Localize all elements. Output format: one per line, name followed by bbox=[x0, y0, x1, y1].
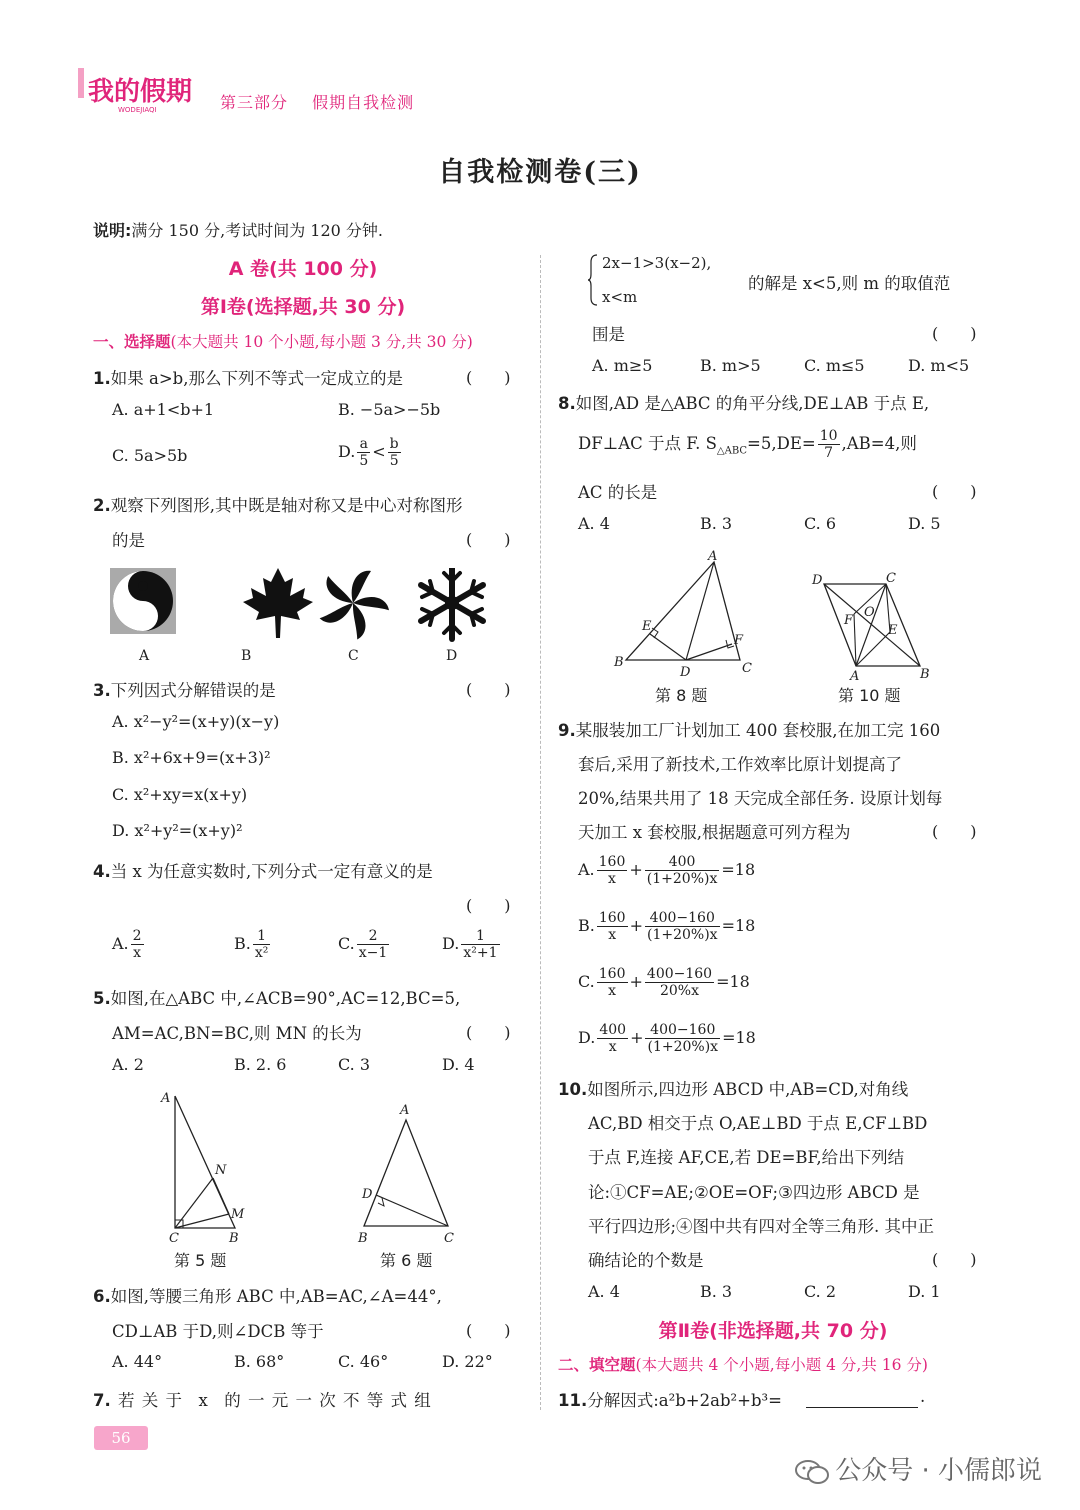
fig6-label-a: A bbox=[400, 1103, 410, 1118]
fig10-label-a: A bbox=[850, 669, 860, 683]
q9-option-d: D. $\frac{400}{x}$ + $\frac{400-160}{(1+20\%)x}$ =18 bbox=[578, 1022, 756, 1056]
q10-option-c: C. 2 bbox=[804, 1282, 837, 1301]
q6-answer-paren: ( ) bbox=[466, 1321, 511, 1340]
q5-option-d: D. 4 bbox=[442, 1055, 475, 1074]
q4-option-c: C. $\frac{2}{x-1}$ bbox=[338, 928, 388, 962]
fig5-label-a: A bbox=[161, 1091, 171, 1106]
q5-option-c: C. 3 bbox=[338, 1055, 371, 1074]
q9-option-b: B. $\frac{160}{x}$ + $\frac{400-160}{(1+20\%)x}$ =18 bbox=[578, 910, 756, 944]
q10-option-b: B. 3 bbox=[700, 1282, 733, 1301]
q8-stem-2: DF⊥AC 于点 F. $S_{\triangle ABC}=5,DE=$ $\frac{10}{7}$ ,AB=4,则 bbox=[578, 428, 917, 462]
q2-label-b: B bbox=[241, 648, 252, 664]
q8-option-c: C. 6 bbox=[804, 514, 837, 533]
q9-option-c: C. $\frac{160}{x}$ + $\frac{400-160}{20\%x}$ =18 bbox=[578, 966, 750, 1000]
q8-answer-paren: ( ) bbox=[932, 482, 977, 501]
q2-answer-paren: ( ) bbox=[466, 530, 511, 549]
q6-option-c: C. 46° bbox=[338, 1352, 389, 1371]
q10-option-d: D. 1 bbox=[908, 1282, 941, 1301]
header-breadcrumb bbox=[220, 90, 432, 113]
q10-stem-5: 平行四边形;④图中共有四对全等三角形. 其中正 bbox=[588, 1217, 935, 1236]
q6-option-b: B. 68° bbox=[234, 1352, 285, 1371]
section1-heading: 一、选择题(本大题共 10 个小题,每小题 3 分,共 30 分) bbox=[93, 333, 473, 351]
q7-option-b: B. m>5 bbox=[700, 356, 761, 375]
q3-answer-paren: ( ) bbox=[466, 680, 511, 699]
q1-option-b: B. −5a>−5b bbox=[338, 400, 441, 419]
fig8-label-d: D bbox=[680, 665, 691, 680]
fig6-label-c: C bbox=[444, 1231, 454, 1246]
fig8-label-b: B bbox=[614, 655, 624, 670]
fig8-label-f: F bbox=[734, 633, 744, 648]
q2-label-a: A bbox=[139, 648, 150, 664]
q8-option-d: D. 5 bbox=[908, 514, 941, 533]
exam-note: 说明:满分 150 分,考试时间为 120 分钟. bbox=[93, 221, 384, 240]
fig5-label-c: C bbox=[169, 1231, 179, 1246]
fig8-caption: 第 8 题 bbox=[655, 686, 708, 705]
bauhinia-icon bbox=[320, 571, 390, 640]
section2-heading: 二、填空题(本大题共 4 个小题,每小题 4 分,共 16 分) bbox=[558, 1356, 928, 1374]
fig8-label-c: C bbox=[742, 661, 752, 676]
yin-yang-icon bbox=[110, 568, 176, 634]
fig10-label-o: O bbox=[864, 605, 875, 620]
fig10-label-e: E bbox=[888, 623, 898, 638]
q10-stem-6: 确结论的个数是 bbox=[588, 1251, 704, 1270]
q7-option-a: A. m≥5 bbox=[592, 356, 653, 375]
q7-answer-paren: ( ) bbox=[932, 324, 977, 343]
fig10-label-f: F bbox=[844, 613, 854, 628]
q8-stem: 8.如图,AD 是△ABC 的角平分线,DE⊥AB 于点 E, bbox=[558, 394, 930, 413]
snowflake-icon bbox=[421, 568, 483, 639]
q1-option-a: A. a+1<b+1 bbox=[112, 400, 215, 419]
q9-stem-2: 套后,采用了新技术,工作效率比原计划提高了 bbox=[578, 755, 902, 774]
q9-answer-paren: ( ) bbox=[932, 822, 977, 841]
wechat-icon bbox=[795, 1459, 829, 1485]
q5-answer-paren: ( ) bbox=[466, 1023, 511, 1042]
q11-end: . bbox=[920, 1387, 926, 1406]
q1-option-d: D. $\frac{a}{5}$ < $\frac{b}{5}$ bbox=[338, 436, 399, 470]
maple-leaf-icon bbox=[243, 568, 313, 638]
q10-answer-paren: ( ) bbox=[932, 1250, 977, 1269]
q8-option-a: A. 4 bbox=[578, 514, 610, 533]
figure-8 bbox=[610, 548, 760, 688]
fig8-label-a: A bbox=[708, 549, 718, 564]
q6-option-a: A. 44° bbox=[112, 1352, 163, 1371]
fig10-label-d: D bbox=[812, 573, 823, 588]
fig6-label-d: D bbox=[362, 1187, 373, 1202]
q5-option-b: B. 2. 6 bbox=[234, 1055, 287, 1074]
q9-option-a: A. $\frac{160}{x}$ + $\frac{400}{(1+20\%)x}$ =18 bbox=[578, 854, 756, 888]
figure-5 bbox=[155, 1090, 255, 1255]
q2-stem: 2.观察下列图形,其中既是轴对称又是中心对称图形 bbox=[93, 496, 463, 515]
q9-stem-4: 天加工 x 套校服,根据题意可列方程为 bbox=[578, 823, 851, 842]
q7-option-c: C. m≤5 bbox=[804, 356, 865, 375]
watermark: 公众号 · 小儒郎说 bbox=[795, 1450, 1042, 1487]
q2-label-c: C bbox=[348, 648, 359, 664]
q10-stem-2: AC,BD 相交于点 O,AE⊥BD 于点 E,CF⊥BD bbox=[588, 1114, 928, 1133]
q8-option-b: B. 3 bbox=[700, 514, 733, 533]
q7-option-d: D. m<5 bbox=[908, 356, 970, 375]
fig8-label-e: E bbox=[642, 619, 652, 634]
q2-label-d: D bbox=[446, 648, 458, 664]
page-number: 56 bbox=[94, 1426, 148, 1450]
q9-stem-3: 20%,结果共用了 18 天完成全部任务. 设原计划每 bbox=[578, 789, 943, 808]
fig5-label-m: M bbox=[231, 1207, 245, 1222]
q8-stem-3: AC 的长是 bbox=[578, 483, 658, 502]
header-part: 第三部分 bbox=[220, 93, 289, 112]
fig6-caption: 第 6 题 bbox=[380, 1251, 433, 1270]
q1-answer-paren: ( ) bbox=[466, 368, 511, 387]
page-title: 自我检测卷(三) bbox=[438, 157, 642, 188]
q5-option-a: A. 2 bbox=[112, 1055, 144, 1074]
header-section: 假期自我检测 bbox=[312, 93, 415, 112]
q1-stem: 1.如果 a>b,那么下列不等式一定成立的是 bbox=[93, 369, 403, 388]
fig5-label-b: B bbox=[229, 1231, 239, 1246]
q11-answer-blank[interactable] bbox=[806, 1407, 918, 1408]
q3-option-a: A. x²−y²=(x+y)(x−y) bbox=[112, 712, 280, 731]
q4-stem: 4.当 x 为任意实数时,下列分式一定有意义的是 bbox=[93, 862, 433, 881]
fig5-label-n: N bbox=[215, 1163, 227, 1178]
q4-answer-paren: ( ) bbox=[466, 896, 511, 915]
q6-option-d: D. 22° bbox=[442, 1352, 493, 1371]
logo-text: 我的假期 bbox=[88, 77, 193, 107]
q7-stem: 7. 若 关 于 x 的 一 元 一 次 不 等 式 组 bbox=[93, 1391, 431, 1410]
column-divider bbox=[540, 255, 541, 1410]
q5-stem-2: AM=AC,BN=BC,则 MN 的长为 bbox=[112, 1024, 362, 1043]
q3-stem: 3.下列因式分解错误的是 bbox=[93, 681, 276, 700]
q2-figures bbox=[110, 568, 510, 673]
q4-option-a: A. $\frac{2}{x}$ bbox=[112, 928, 142, 962]
q7-stem-2: 的解是 x<5,则 m 的取值范 bbox=[748, 274, 951, 293]
q4-option-b: B. $\frac{1}{\text{x²}}$ bbox=[234, 928, 269, 962]
q3-option-c: C. x²+xy=x(x+y) bbox=[112, 785, 248, 804]
q2-stem-2: 的是 bbox=[112, 531, 145, 550]
fig10-label-c: C bbox=[886, 571, 896, 586]
fig5-caption: 第 5 题 bbox=[174, 1251, 227, 1270]
section-a-title: A 卷(共 100 分) bbox=[228, 258, 378, 280]
q11-stem: 11.分解因式:a²b+2ab²+b³= bbox=[558, 1391, 782, 1410]
q3-option-b: B. x²+6x+9=(x+3)² bbox=[112, 748, 271, 767]
q9-stem: 9.某服装加工厂计划加工 400 套校服,在加工完 160 bbox=[558, 721, 941, 740]
figure-6 bbox=[352, 1100, 462, 1255]
logo-sub: WODEJIAQI bbox=[118, 106, 157, 114]
q10-stem-3: 于点 F,连接 AF,CE,若 DE=BF,给出下列结 bbox=[588, 1148, 905, 1167]
q4-option-d: D. $\frac{1}{\text{x²+1}}$ bbox=[442, 928, 498, 962]
q7-stem-3: 围是 bbox=[592, 325, 625, 344]
q1-option-c: C. 5a>5b bbox=[112, 446, 188, 465]
figure-10 bbox=[808, 568, 938, 688]
fig10-caption: 第 10 题 bbox=[838, 686, 901, 705]
logo bbox=[78, 68, 210, 116]
fig6-label-b: B bbox=[358, 1231, 368, 1246]
q3-option-d: D. x²+y²=(x+y)² bbox=[112, 821, 243, 840]
q10-stem: 10.如图所示,四边形 ABCD 中,AB=CD,对角线 bbox=[558, 1080, 909, 1099]
q7-system: 2x−1>3(x−2), x<m bbox=[588, 252, 748, 308]
part1-title: 第Ⅰ卷(选择题,共 30 分) bbox=[200, 296, 406, 318]
fig10-label-b: B bbox=[920, 667, 930, 682]
q10-stem-4: 论:①CF=AE;②OE=OF;③四边形 ABCD 是 bbox=[588, 1183, 920, 1202]
q10-option-a: A. 4 bbox=[588, 1282, 620, 1301]
q5-stem: 5.如图,在△ABC 中,∠ACB=90°,AC=12,BC=5, bbox=[93, 989, 461, 1008]
q6-stem: 6.如图,等腰三角形 ABC 中,AB=AC,∠A=44°, bbox=[93, 1287, 442, 1306]
q6-stem-2: CD⊥AB 于D,则∠DCB 等于 bbox=[112, 1322, 324, 1341]
part2-title: 第Ⅱ卷(非选择题,共 70 分) bbox=[658, 1320, 888, 1342]
